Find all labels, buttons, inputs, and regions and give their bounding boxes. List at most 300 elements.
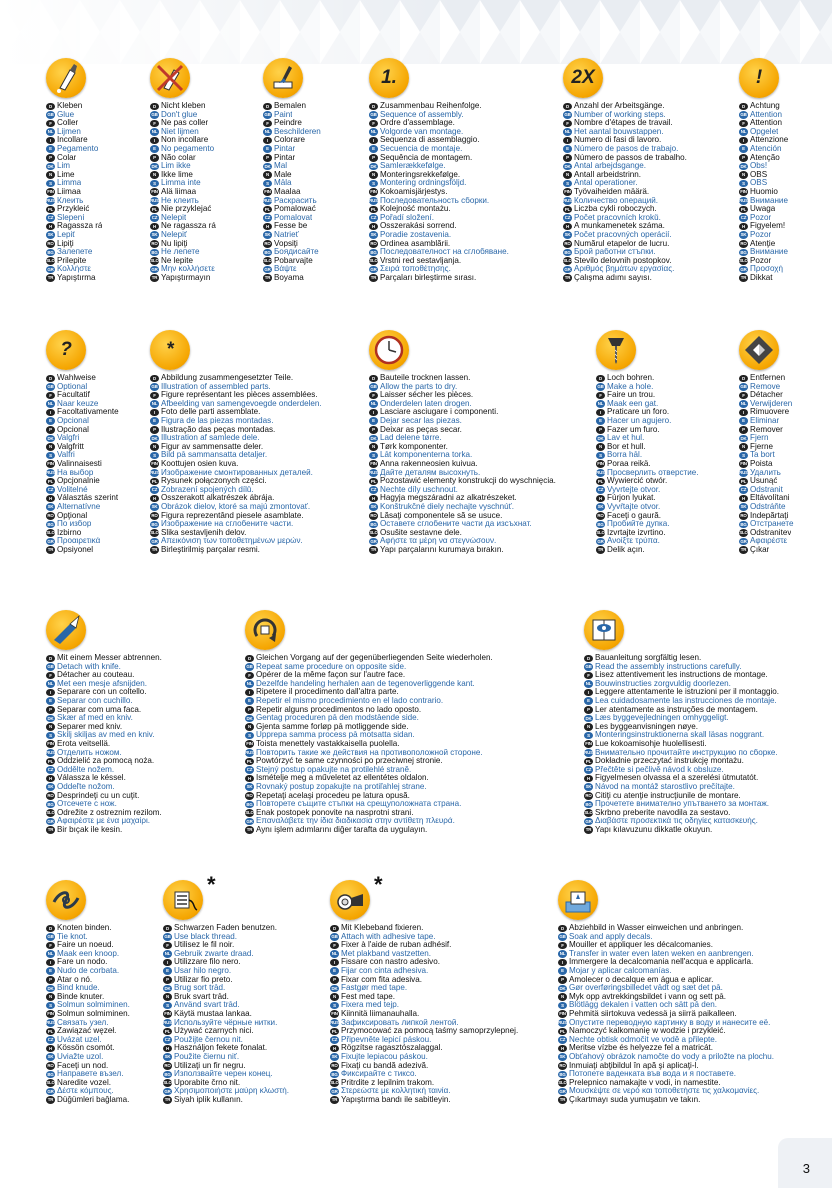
translation-line: [150, 274, 216, 283]
translation-line: [245, 671, 493, 680]
language-code-badge: D: [739, 103, 748, 111]
translation-line: [558, 1087, 774, 1096]
translation-line: [596, 391, 699, 400]
translation-text: Upprepa samma process på motsatta sidan.: [256, 731, 415, 740]
language-code-badge: CZ: [370, 487, 377, 493]
translation-line: [563, 102, 687, 111]
translation-text: Faire un noeud.: [57, 941, 114, 950]
language-code-badge: E: [46, 967, 55, 975]
translation-line: [46, 222, 102, 231]
translation-text: Προαιρετικά: [57, 537, 101, 546]
language-code-badge: H: [369, 223, 378, 231]
translation-text: Vrstni red sestavljanja.: [380, 256, 462, 265]
language-code-badge: DK: [47, 715, 54, 721]
translation-line: [739, 383, 794, 392]
translation-text: Utilizaţi un fir negru.: [174, 1061, 246, 1070]
language-code-badge: DK: [151, 435, 158, 441]
language-code-badge: BG: [264, 249, 271, 255]
translation-text: Bemalen: [274, 102, 306, 110]
translation-line: [245, 680, 493, 689]
translation-line: [245, 697, 493, 706]
translation-line: [150, 240, 216, 249]
language-code-badge: DK: [564, 163, 571, 169]
language-code-badge: CZ: [264, 215, 271, 221]
translation-text: Älä liimaa: [161, 187, 197, 196]
language-code-badge: P: [46, 976, 55, 984]
asterisk-mark: *: [207, 872, 216, 897]
language-code-badge: SLO: [558, 1080, 567, 1086]
translation-text: Зафиксировать липкой лентой.: [341, 1018, 459, 1027]
translation-text: Lăsaţi componentele să se usuce.: [380, 511, 503, 520]
translation-line: [739, 179, 788, 188]
translation-line: [369, 417, 556, 426]
language-code-badge: CZ: [740, 487, 747, 493]
translation-text: Használjon fekete fonalat.: [174, 1044, 268, 1053]
translation-text: Huomio: [750, 187, 778, 196]
translation-text: Maalaa: [274, 187, 301, 196]
translation-text: Χρησιμοποιήστε μαύρη κλωστή.: [174, 1087, 290, 1096]
language-code-badge: D: [739, 375, 748, 383]
language-code-badge: P: [263, 154, 272, 162]
language-code-badge: S: [739, 452, 748, 460]
language-code-badge: NL: [151, 129, 158, 135]
translation-text: Îndepărtaţi: [750, 511, 789, 520]
translation-line: [563, 128, 687, 137]
translation-text: Opsiyonel: [57, 545, 93, 554]
language-code-badge: H: [150, 495, 159, 503]
translation-text: Laisser sécher les pièces.: [380, 391, 474, 400]
translation-text: Lim: [57, 162, 71, 171]
sequence-icon: [369, 58, 409, 98]
language-code-badge: S: [46, 180, 55, 188]
translation-line: [163, 1096, 289, 1105]
language-code-badge: S: [739, 180, 748, 188]
translation-text: Боядисайте: [274, 248, 319, 257]
translation-line: [739, 240, 788, 249]
translation-text: Citiţi cu atenţie instrucţiunile de montare.: [595, 791, 741, 800]
language-code-badge: F: [739, 392, 748, 400]
translation-line: [330, 1001, 518, 1010]
language-code-badge: FIN: [559, 1011, 566, 1017]
translation-text: Détacher: [750, 391, 783, 400]
translation-line: [46, 214, 102, 223]
language-code-badge: GR: [151, 538, 158, 544]
translation-line: [558, 958, 774, 967]
translation-line: [369, 391, 556, 400]
translation-text: Ανοίξτε τρύπα.: [607, 537, 660, 546]
language-code-badge: RO: [559, 1063, 566, 1068]
translation-line: [584, 792, 779, 801]
translation-line: [369, 214, 509, 223]
translation-line: [563, 257, 687, 266]
translation-line: [739, 512, 794, 521]
language-code-badge: SLO: [245, 810, 254, 816]
translation-line: [263, 240, 321, 249]
translation-line: [596, 443, 699, 452]
translation-line: [150, 231, 216, 240]
translation-line: [369, 171, 509, 180]
language-code-badge: E: [150, 145, 159, 153]
translation-text: Enak postopek ponovite na nasprotni strani.: [256, 808, 414, 817]
translation-text: Abziehbild in Wasser einweichen und anbringen.: [569, 924, 744, 932]
language-code-badge: E: [558, 967, 567, 975]
translation-line: [739, 214, 788, 223]
translation-line: [150, 171, 216, 180]
translation-text: Rysunek połączonych części.: [161, 477, 267, 486]
language-code-badge: PL: [151, 478, 158, 484]
translation-line: [369, 460, 556, 469]
language-code-badge: BG: [47, 1071, 54, 1077]
translation-line: [46, 162, 102, 171]
language-code-badge: RUS: [369, 470, 378, 476]
language-code-badge: S: [263, 180, 272, 188]
rotate-icon: [245, 610, 285, 650]
language-code-badge: SK: [164, 1054, 171, 1060]
translation-text: Nechte díly uschnout.: [380, 485, 458, 494]
translation-text: Opţional: [57, 511, 88, 520]
language-code-badge: H: [369, 495, 378, 503]
language-code-badge: NL: [331, 951, 338, 957]
translation-text: Atenção: [750, 153, 780, 162]
translation-line: [558, 950, 774, 959]
language-code-badge: RO: [585, 793, 592, 798]
translation-line: [596, 503, 699, 512]
translation-text: Mouiller et appliquer les décalcomanies.: [569, 941, 713, 950]
translation-line: [739, 469, 794, 478]
translation-text: No pegamento: [161, 144, 215, 153]
translation-text: Προσοχή: [750, 265, 783, 274]
translation-line: [150, 128, 216, 137]
translation-line: [46, 383, 119, 392]
translation-line: [369, 265, 509, 274]
language-code-badge: BG: [164, 1071, 171, 1077]
language-code-badge: TR: [47, 275, 54, 281]
translation-line: [330, 1096, 518, 1105]
drill-icon: [596, 330, 636, 370]
translation-text: Ragassza rá: [57, 222, 103, 231]
language-code-badge: H: [584, 775, 593, 783]
translation-line: [263, 154, 321, 163]
translation-text: Пробийте дупка.: [607, 520, 670, 529]
translation-text: Pegamento: [57, 144, 99, 153]
language-code-badge: PL: [331, 1028, 338, 1034]
translation-line: [150, 512, 322, 521]
language-code-badge: F: [596, 392, 605, 400]
language-code-badge: CZ: [740, 215, 747, 221]
language-code-badge: SK: [370, 504, 377, 510]
translation-line: [596, 451, 699, 460]
translation-line: [596, 374, 699, 383]
language-code-badge: TR: [597, 547, 604, 553]
translation-line: [46, 197, 102, 206]
translation-text: Внимание: [750, 248, 788, 257]
language-code-badge: PL: [246, 758, 253, 764]
black-thread-icon: [163, 880, 203, 920]
translation-text: Удалить: [750, 468, 781, 477]
translation-text: Schwarzen Faden benutzen.: [174, 924, 278, 932]
language-code-badge: I: [739, 409, 748, 417]
language-code-badge: GR: [47, 538, 54, 544]
language-code-badge: P: [330, 976, 339, 984]
translation-line: [263, 205, 321, 214]
translation-line: [369, 257, 509, 266]
translation-text: Remove: [750, 382, 781, 391]
language-code-badge: PL: [47, 478, 54, 484]
translation-line: [163, 1070, 289, 1079]
translation-line: [739, 486, 794, 495]
language-code-badge: F: [245, 672, 254, 680]
translation-text: Повторете същите стъпки на срещуположната страна.: [256, 800, 462, 809]
translation-text: Separer med kniv.: [57, 722, 123, 731]
language-code-badge: SK: [47, 232, 54, 238]
language-code-badge: NL: [47, 129, 54, 135]
translation-text: Attach with adhesive tape.: [341, 932, 436, 941]
language-code-badge: N: [369, 171, 378, 179]
translation-line: [46, 529, 119, 538]
translation-line: [558, 1001, 774, 1010]
language-code-badge: GB: [331, 934, 338, 940]
translation-text: Attention: [750, 119, 782, 128]
language-code-badge: N: [46, 171, 55, 179]
translation-text: Uviažte uzol.: [57, 1052, 104, 1061]
language-code-badge: TR: [331, 1097, 338, 1103]
translation-line: [263, 231, 321, 240]
decal-water-icon: [558, 880, 598, 920]
language-code-badge: RUS: [150, 470, 159, 476]
translation-line: [245, 706, 493, 715]
translation-line: [369, 111, 509, 120]
translation-text: Bruk svart tråd.: [174, 992, 229, 1001]
translation-text: Lipiţi: [57, 239, 74, 248]
translation-text: Met een mesje afsnijden.: [57, 679, 147, 688]
translation-line: [46, 231, 102, 240]
translation-list: [245, 654, 493, 834]
language-code-badge: H: [558, 1045, 567, 1053]
language-code-badge: F: [150, 392, 159, 400]
language-code-badge: GR: [151, 266, 158, 272]
translation-text: Çalışma adımı sayısı.: [574, 273, 652, 282]
translation-line: [46, 171, 102, 180]
translation-line: [163, 1079, 289, 1088]
translation-text: Obrázok dielov, ktoré sa majú zmontovať.: [161, 502, 311, 511]
language-code-badge: GB: [47, 112, 54, 118]
translation-text: Kiinnitä liimanauhalla.: [341, 1009, 420, 1018]
translation-text: Figyelmesen olvassa el a szerelési útmutatót.: [595, 774, 759, 783]
language-code-badge: DK: [164, 985, 171, 991]
translation-line: [150, 408, 322, 417]
translation-list: [563, 102, 687, 282]
translation-line: [558, 1019, 774, 1028]
translation-text: Zusammenbau Reihenfolge.: [380, 102, 482, 110]
translation-line: [584, 766, 779, 775]
language-code-badge: H: [46, 775, 55, 783]
translation-text: Uwaga: [750, 205, 776, 214]
language-code-badge: NL: [740, 401, 747, 407]
translation-line: [46, 933, 130, 942]
language-code-badge: CZ: [47, 215, 54, 221]
translation-list: [150, 102, 216, 282]
translation-line: [558, 1053, 774, 1062]
translation-line: [739, 205, 788, 214]
language-code-badge: RUS: [150, 198, 159, 204]
translation-line: [739, 111, 788, 120]
translation-line: [739, 119, 788, 128]
translation-text: Στερεώστε με κολλητική ταινία.: [341, 1087, 451, 1096]
translation-line: [369, 408, 556, 417]
language-code-badge: H: [739, 223, 748, 231]
translation-list: [369, 374, 556, 554]
translation-text: Раскрасить: [274, 196, 317, 205]
translation-line: [163, 958, 289, 967]
translation-line: [330, 1036, 518, 1045]
language-code-badge: RO: [151, 241, 158, 246]
language-code-badge: SK: [264, 232, 271, 238]
language-code-badge: SLO: [163, 1080, 172, 1086]
translation-line: [46, 1036, 130, 1045]
translation-list: [330, 924, 518, 1104]
translation-text: Не лепете: [161, 248, 200, 257]
translation-line: [330, 1062, 518, 1071]
language-code-badge: TR: [47, 547, 54, 553]
translation-line: [46, 1087, 130, 1096]
language-code-badge: SLO: [369, 530, 378, 536]
translation-line: [596, 529, 699, 538]
language-code-badge: FIN: [740, 189, 747, 195]
translation-text: Transfer in water even laten weken en aanbrengen.: [569, 949, 754, 958]
language-code-badge: P: [739, 426, 748, 434]
translation-text: Összerakási sorrend.: [380, 222, 457, 231]
language-code-badge: GB: [151, 112, 158, 118]
translation-line: [369, 162, 509, 171]
translation-text: Het aantal bouwstappen.: [574, 127, 664, 136]
language-code-badge: F: [163, 942, 172, 950]
language-code-badge: I: [46, 409, 55, 417]
translation-line: [330, 1010, 518, 1019]
language-code-badge: I: [46, 689, 55, 697]
translation-line: [739, 391, 794, 400]
translation-text: Separar con cuchillo.: [57, 696, 133, 705]
language-code-badge: SK: [47, 1054, 54, 1060]
translation-line: [369, 503, 556, 512]
translation-text: Σειρά τοποθέτησης.: [380, 265, 451, 274]
translation-text: Não colar: [161, 153, 196, 162]
translation-text: Wywiercić otwór.: [607, 477, 668, 486]
translation-line: [558, 984, 774, 993]
translation-line: [150, 520, 322, 529]
translation-line: [739, 434, 794, 443]
translation-line: [584, 680, 779, 689]
translation-line: [163, 1053, 289, 1062]
translation-text: Fjern: [750, 434, 769, 443]
translation-line: [150, 503, 322, 512]
translation-text: Število delovnih postopkov.: [574, 256, 672, 265]
translation-line: [584, 757, 779, 766]
translation-line: [739, 400, 794, 409]
translation-text: Binde knuter.: [57, 992, 105, 1001]
language-code-badge: RO: [47, 513, 54, 518]
translation-text: Választás szerint: [57, 494, 119, 503]
language-code-badge: H: [330, 1045, 339, 1053]
translation-line: [330, 1027, 518, 1036]
translation-line: [46, 1044, 130, 1053]
language-code-badge: PL: [164, 1028, 171, 1034]
translation-line: [563, 222, 687, 231]
language-code-badge: FIN: [264, 189, 271, 195]
translation-line: [369, 520, 556, 529]
page-number: 3: [802, 1161, 810, 1176]
language-code-badge: I: [563, 137, 572, 145]
translation-text: Repetir el mismo procedimiento en el lado contrario.: [256, 696, 444, 705]
translation-text: Incollare: [57, 136, 88, 145]
translation-text: Ismételje meg a műveletet az ellentétes oldalon.: [256, 774, 429, 783]
translation-line: [369, 145, 509, 154]
language-code-badge: FIN: [370, 461, 377, 467]
language-code-badge: BG: [47, 521, 54, 527]
translation-line: [46, 723, 162, 732]
translation-text: Volgorde van montage.: [380, 127, 464, 136]
translation-line: [46, 976, 130, 985]
language-code-badge: F: [584, 672, 593, 680]
translation-text: Facoltativamente: [57, 408, 119, 417]
translation-text: Skilj skiljas av med en kniv.: [57, 731, 155, 740]
translation-text: Måla: [274, 179, 292, 188]
translation-line: [46, 826, 162, 835]
translation-text: Rögzítse ragasztószalaggal.: [341, 1044, 443, 1053]
translation-text: Colorare: [274, 136, 306, 145]
translation-text: Repetir alguns procedimentos no lado oposto.: [256, 705, 422, 714]
language-code-badge: SLO: [150, 258, 159, 264]
translation-text: Kokoamisjärjestys.: [380, 187, 448, 196]
translation-text: Namoczyć kalkomanię w wodzie i przykleić.: [569, 1027, 726, 1036]
translation-line: [739, 274, 788, 283]
language-code-badge: RUS: [263, 198, 272, 204]
translation-text: Boyama: [274, 273, 304, 282]
translation-list: [46, 102, 102, 282]
translation-text: Konštrukčné diely nechajte vyschnúť.: [380, 502, 514, 511]
translation-list: [46, 654, 162, 834]
translation-line: [46, 477, 119, 486]
translation-line: [163, 1019, 289, 1028]
translation-line: [46, 274, 102, 283]
translation-text: Pritrdite z lepilnim trakom.: [341, 1078, 435, 1087]
translation-list: [369, 102, 509, 282]
translation-line: [584, 688, 779, 697]
translation-line: [46, 136, 102, 145]
translation-line: [150, 179, 216, 188]
translation-text: Przykleić: [57, 205, 90, 214]
translation-line: [330, 1079, 518, 1088]
translation-text: Dezelfde handeling herhalen aan de tegenoverliggende kant.: [256, 679, 475, 688]
language-code-badge: TR: [585, 827, 592, 833]
translation-line: [46, 1070, 130, 1079]
translation-text: Количество операций.: [574, 196, 659, 205]
language-code-badge: E: [46, 697, 55, 705]
translation-line: [150, 529, 322, 538]
language-code-badge: F: [46, 392, 55, 400]
translation-text: Non incollare: [161, 136, 209, 145]
language-code-badge: D: [245, 655, 254, 663]
language-code-badge: SLO: [563, 258, 572, 264]
translation-text: Utilisez le fil noir.: [174, 941, 235, 950]
language-code-badge: P: [369, 426, 378, 434]
no-glue-icon: [150, 58, 190, 98]
translation-text: A munkamenetek száma.: [574, 222, 665, 231]
language-code-badge: NL: [151, 401, 158, 407]
translation-text: Bor et hull.: [607, 442, 646, 451]
translation-line: [330, 1070, 518, 1079]
language-code-badge: GB: [597, 384, 604, 390]
translation-text: Összerakott alkatrészek ábrája.: [161, 494, 275, 503]
